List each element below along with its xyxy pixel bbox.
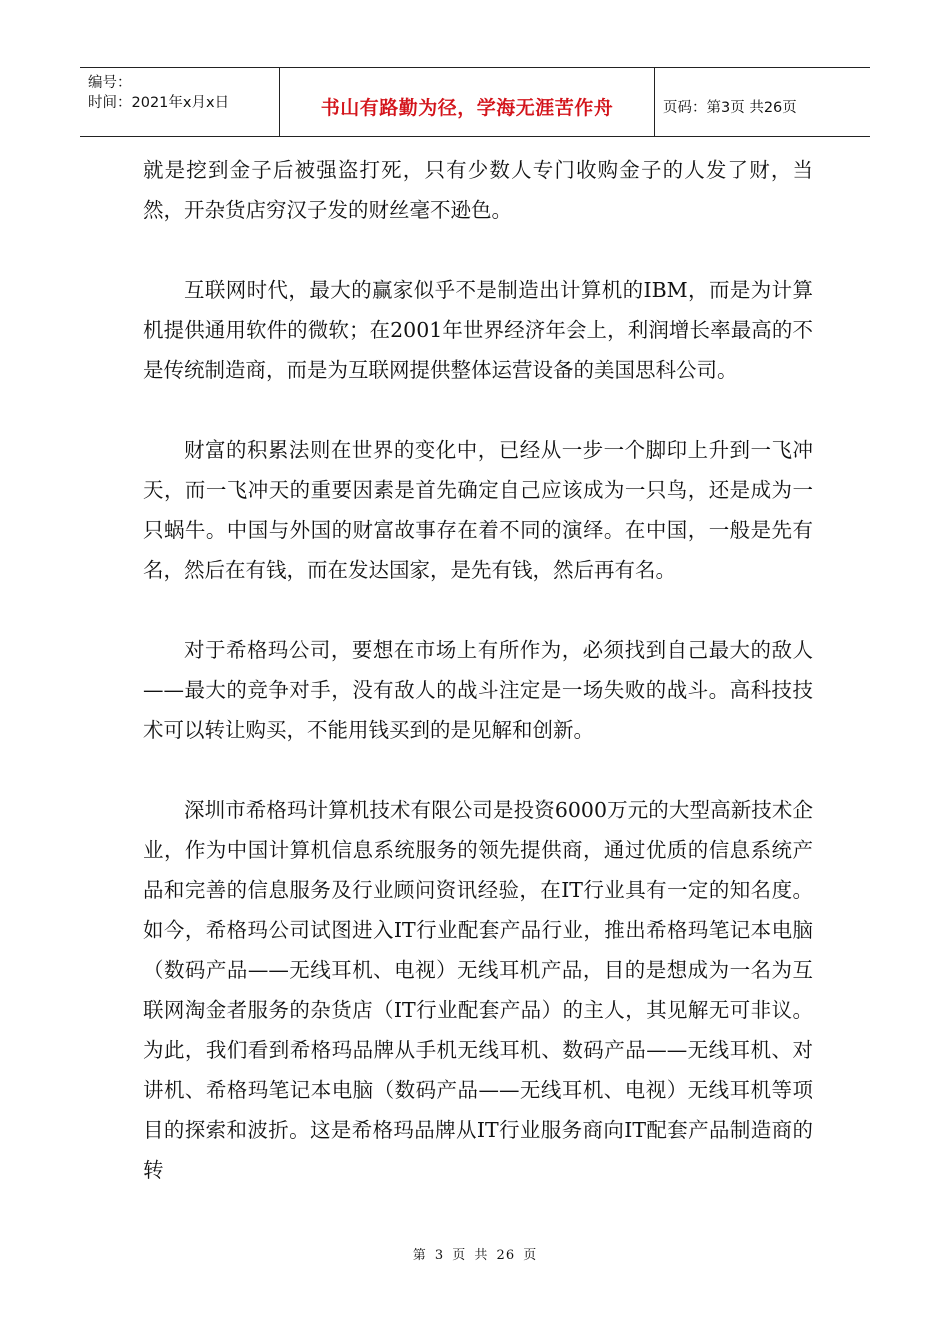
doc-date-label: 时间：2021年x月x日 xyxy=(88,95,230,111)
header-motto-cell xyxy=(280,68,655,136)
body-paragraph: 深圳市希格玛计算机技术有限公司是投资6000万元的大型高新技术企业，作为中国计算机信息系统服务的领先提供商，通过优质的信息系统产品和完善的信息服务及行业顾问资讯经验，在IT行业具有一定的知名度。如今，希格玛公司试图进入IT行业配套产品行业，推出希格玛笔记本电脑（数码产品——无线耳机、电视）无线耳机产品，目的是想成为一名为互联网淘金者服务的杂货店（IT行业配套产品）的主人，其见解无可非议。为此，我们看到希格玛品牌从手机无线耳机、数码产品——无线耳机、对讲机、希格玛笔记本电脑（数码产品——无线耳机、电视）无线耳机等项目的探索和波折。这是希格玛品牌从IT行业服务商向IT配套产品制造商的转 xyxy=(143,798,813,1182)
body-paragraph: 互联网时代，最大的赢家似乎不是制造出计算机的IBM，而是为计算机提供通用软件的微软；在2001年世界经济年会上，利润增长率最高的不是传统制造商，而是为互联网提供整体运营设备的美国思科公司。 xyxy=(143,278,813,382)
body-paragraph: 财富的积累法则在世界的变化中，已经从一步一个脚印上升到一飞冲天，而一飞冲天的重要因素是首先确定自己应该成为一只鸟，还是成为一只蜗牛。中国与外国的财富故事存在着不同的演绎。在中国，一般是先有名，然后在有钱，而在发达国家，是先有钱，然后再有名。 xyxy=(143,438,813,582)
page-footer: 第 3 页 共 26 页 xyxy=(412,1248,538,1263)
document-body xyxy=(143,150,813,1190)
header-page-number: 页码：第3页 共26页 xyxy=(663,99,797,116)
header-page-cell xyxy=(655,68,870,136)
body-paragraph: 对于希格玛公司，要想在市场上有所作为，必须找到自己最大的敌人——最大的竞争对手，没有敌人的战斗注定是一场失败的战斗。高科技技术可以转让购买，不能用钱买到的是见解和创新。 xyxy=(143,638,813,742)
body-paragraph: 就是挖到金子后被强盗打死，只有少数人专门收购金子的人发了财，当然，开杂货店穷汉子发的财丝毫不逊色。 xyxy=(143,158,813,222)
header-meta-cell xyxy=(80,68,280,136)
motto-text: 书山有路勤为径，学海无涯苦作舟 xyxy=(320,96,614,119)
page-header xyxy=(80,67,870,137)
doc-code-label: 编号： xyxy=(88,75,132,91)
